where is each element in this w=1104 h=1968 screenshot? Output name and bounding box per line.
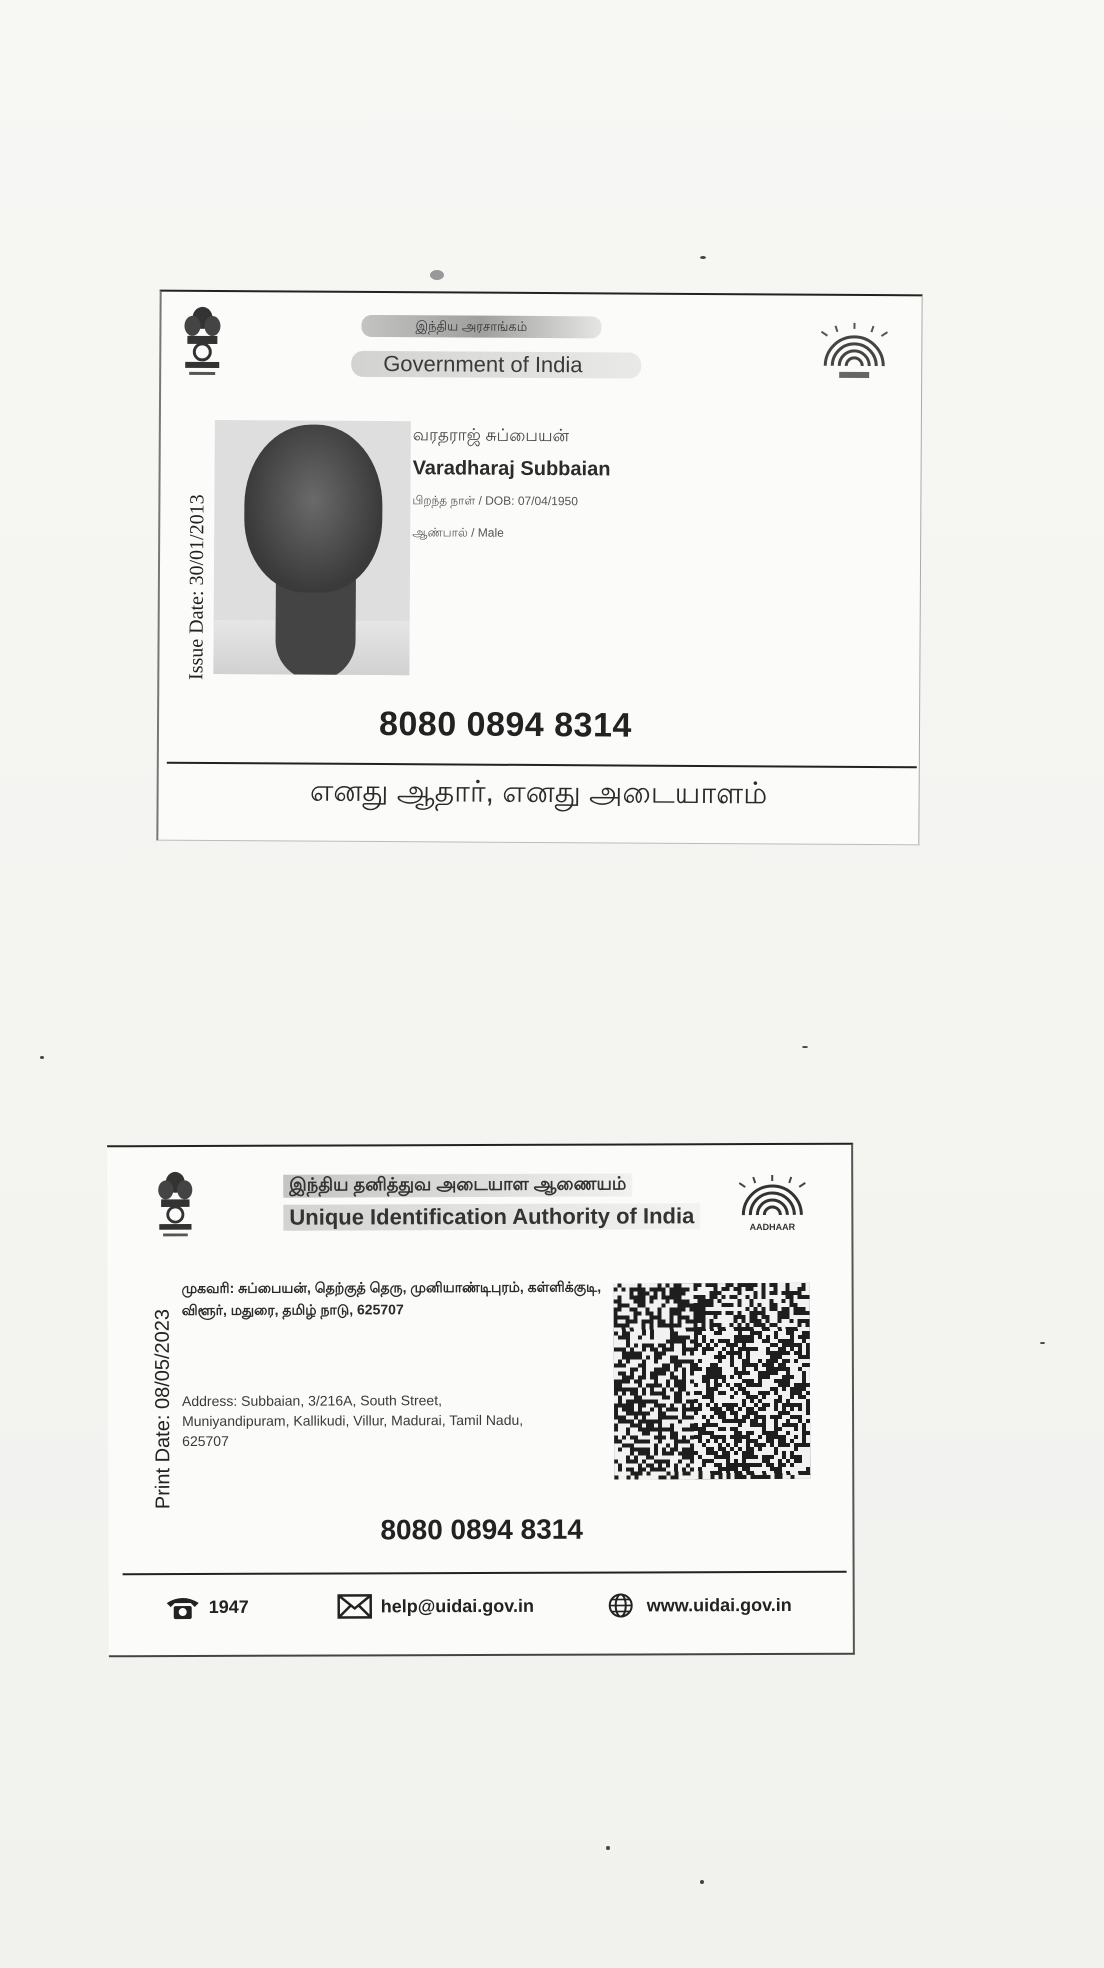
address: Address: Subbaian, 3/216A, South Street, Muniyandipuram, Kallikudi, Villur, Madurai, Tamil Nadu, 625707 bbox=[181, 1392, 524, 1450]
phone-icon bbox=[165, 1593, 201, 1621]
aadhaar-logo-icon bbox=[815, 322, 893, 384]
print-date: Print Date: 08/05/2023 bbox=[151, 1308, 175, 1510]
date-of-birth: பிறந்த நாள் / DOB: 07/04/1950 bbox=[412, 493, 578, 509]
scan-speck bbox=[700, 1880, 704, 1884]
email-address: help@uidai.gov.in bbox=[380, 1595, 534, 1616]
website-link[interactable] bbox=[603, 1591, 792, 1620]
gender: ஆண்பால் / Male bbox=[412, 525, 504, 540]
aadhaar-number: 8080 0894 8314 bbox=[378, 705, 632, 745]
emblem-icon bbox=[179, 304, 225, 380]
scan-speck bbox=[430, 270, 444, 280]
scan-speck bbox=[1040, 1342, 1045, 1344]
qr-code bbox=[614, 1283, 811, 1480]
slogan: எனது ஆதார், எனது அடையாளம் bbox=[309, 774, 768, 811]
website-address: www.uidai.gov.in bbox=[646, 1594, 792, 1615]
holder-name-local: வரதராஜ் சுப்பையன் bbox=[412, 425, 570, 446]
holder-name: Varadharaj Subbaian bbox=[412, 457, 611, 481]
authority-local: இந்திய தனித்துவ அடையாள ஆணையம் bbox=[283, 1173, 632, 1197]
issue-date: Issue Date: 30/01/2013 bbox=[185, 494, 209, 680]
scan-speck bbox=[700, 256, 706, 259]
authority-name: Unique Identification Authority of India bbox=[283, 1203, 700, 1230]
helpline-number: 1947 bbox=[208, 1596, 249, 1617]
aadhaar-logo-icon bbox=[731, 1175, 813, 1233]
helpline[interactable] bbox=[165, 1593, 249, 1621]
scan-speck bbox=[606, 1846, 610, 1850]
holder-photo bbox=[213, 420, 411, 675]
globe-icon bbox=[603, 1591, 639, 1619]
aadhaar-card-back bbox=[107, 1143, 855, 1658]
mail-icon bbox=[337, 1592, 373, 1620]
scan-speck bbox=[40, 1056, 44, 1059]
header-government: Government of India bbox=[351, 351, 641, 379]
aadhaar-card-front bbox=[156, 290, 922, 846]
divider bbox=[123, 1571, 847, 1576]
aadhaar-logo-caption: AADHAAR bbox=[749, 1221, 796, 1233]
email-link[interactable] bbox=[337, 1592, 534, 1621]
scan-speck bbox=[802, 1046, 808, 1048]
divider bbox=[167, 762, 917, 769]
header-local: இந்திய அரசாங்கம் bbox=[361, 315, 601, 338]
emblem-icon bbox=[153, 1169, 197, 1241]
address-local: முகவரி: சுப்பையன், தெற்குத் தெரு, முனியாண்டிபுரம், கள்ளிக்குடி, விளூர், மதுரை, தமிழ் நாடு, 625707 bbox=[181, 1278, 602, 1319]
aadhaar-number: 8080 0894 8314 bbox=[380, 1513, 583, 1546]
